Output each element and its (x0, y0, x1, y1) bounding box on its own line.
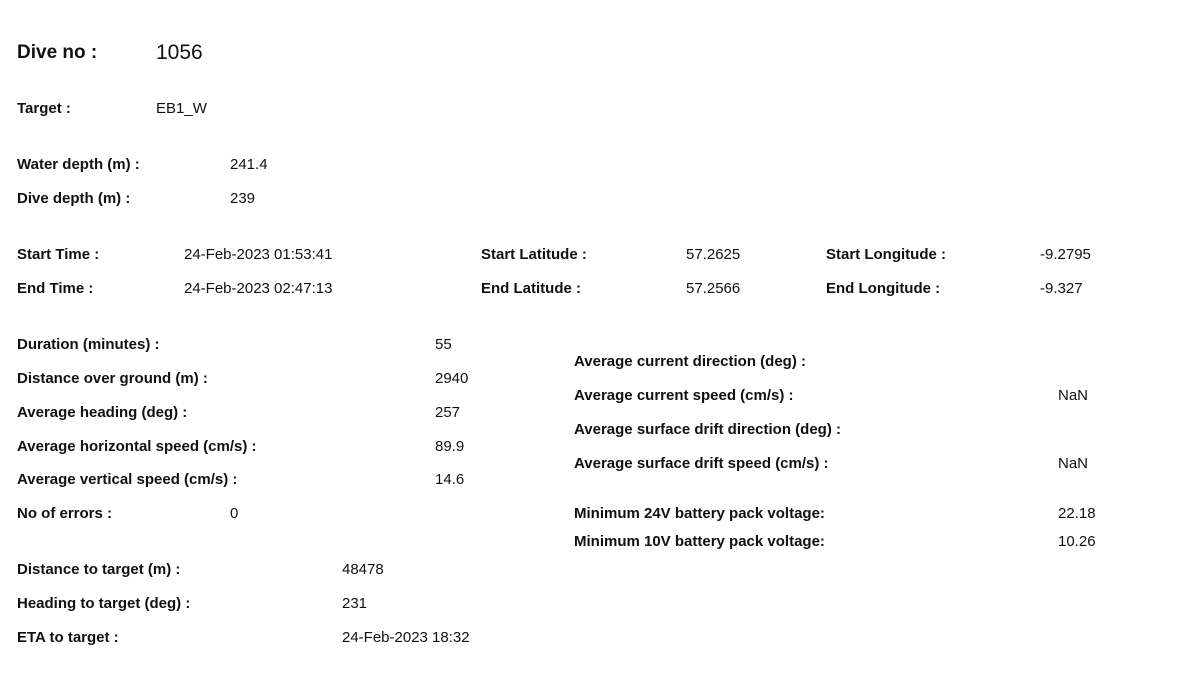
battery-24v-value: 22.18 (1058, 505, 1096, 522)
start-longitude-label: Start Longitude : (826, 246, 946, 263)
battery-10v-value: 10.26 (1058, 533, 1096, 550)
start-latitude-value: 57.2625 (686, 246, 741, 263)
end-longitude-label: End Longitude : (826, 280, 941, 297)
start-time-value: 24-Feb-2023 01:53:41 (184, 246, 333, 263)
start-longitude-value: -9.2795 (1040, 246, 1091, 263)
current-direction-label: Average current direction (deg) : (574, 353, 806, 370)
duration-value: 55 (435, 336, 452, 353)
end-time-value: 24-Feb-2023 02:47:13 (184, 280, 333, 297)
distance-over-ground-label: Distance over ground (m) : (17, 370, 208, 387)
average-vertical-speed-label: Average vertical speed (cm/s) : (17, 471, 238, 488)
dive-no-label: Dive no : (17, 42, 98, 63)
distance-over-ground-value: 2940 (435, 370, 469, 387)
surface-drift-direction-label: Average surface drift direction (deg) : (574, 421, 841, 438)
dive-depth-label: Dive depth (m) : (17, 190, 131, 207)
start-latitude-label: Start Latitude : (481, 246, 587, 263)
target-label: Target : (17, 100, 71, 117)
end-latitude-label: End Latitude : (481, 280, 581, 297)
water-depth-value: 241.4 (230, 156, 268, 173)
errors-value: 0 (230, 505, 239, 522)
heading-to-target-label: Heading to target (deg) : (17, 595, 191, 612)
target-value: EB1_W (156, 100, 207, 117)
dive-no-value: 1056 (156, 41, 203, 64)
battery-10v-label: Minimum 10V battery pack voltage: (574, 533, 825, 550)
dive-depth-value: 239 (230, 190, 256, 207)
distance-to-target-value: 48478 (342, 561, 384, 578)
average-horizontal-speed-value: 89.9 (435, 438, 465, 455)
end-latitude-value: 57.2566 (686, 280, 741, 297)
end-longitude-value: -9.327 (1040, 280, 1083, 297)
average-vertical-speed-value: 14.6 (435, 471, 465, 488)
end-time-label: End Time : (17, 280, 94, 297)
average-heading-value: 257 (435, 404, 461, 421)
distance-to-target-label: Distance to target (m) : (17, 561, 181, 578)
eta-to-target-label: ETA to target : (17, 629, 119, 646)
surface-drift-speed-label: Average surface drift speed (cm/s) : (574, 455, 829, 472)
duration-label: Duration (minutes) : (17, 336, 160, 353)
surface-drift-speed-value: NaN (1058, 455, 1089, 472)
start-time-label: Start Time : (17, 246, 100, 263)
average-horizontal-speed-label: Average horizontal speed (cm/s) : (17, 438, 257, 455)
current-speed-value: NaN (1058, 387, 1089, 404)
average-heading-label: Average heading (deg) : (17, 404, 188, 421)
current-speed-label: Average current speed (cm/s) : (574, 387, 794, 404)
eta-to-target-value: 24-Feb-2023 18:32 (342, 629, 470, 646)
water-depth-label: Water depth (m) : (17, 156, 140, 173)
battery-24v-label: Minimum 24V battery pack voltage: (574, 505, 825, 522)
heading-to-target-value: 231 (342, 595, 368, 612)
errors-label: No of errors : (17, 505, 113, 522)
